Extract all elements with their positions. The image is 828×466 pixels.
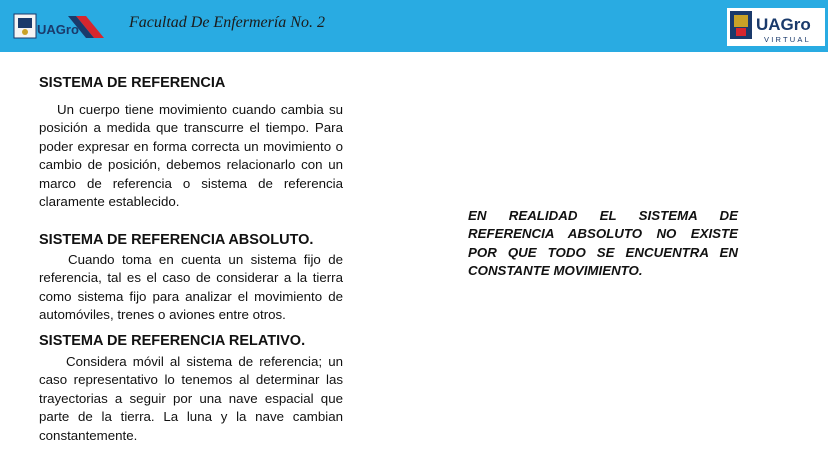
section-title-reference-system: SISTEMA DE REFERENCIA xyxy=(39,75,226,91)
university-logo-left xyxy=(4,8,108,44)
section-title-relative-system: SISTEMA DE REFERENCIA RELATIVO. xyxy=(39,333,306,349)
left-logo-text: UAGro xyxy=(37,22,79,37)
section-title-absolute-system: SISTEMA DE REFERENCIA ABSOLUTO. xyxy=(39,232,314,248)
paragraph-reference-system: Un cuerpo tiene movimiento cuando cambia su posición a medida que transcurre el tiempo. Para poder expresar en forma correcta un movimiento o cambio de posición, debemos relacionarlo con un marco de referencia o sistema de referencia claramente establecido. xyxy=(39,102,343,210)
callout-absolute-not-exist: EN REALIDAD EL SISTEMA DE REFERENCIA ABSOLUTO NO EXISTE POR QUE TODO SE ENCUENTRA EN CONSTANTE MOVIMIENTO. xyxy=(468,208,738,279)
right-logo-subtext: VIRTUAL xyxy=(764,35,811,44)
paragraph-absolute-system: Cuando toma en cuenta un sistema fijo de referencia, tal es el caso de considerar a la tierra como sistema fijo para analizar el movimiento de automóviles, trenes o aviones entre otros. xyxy=(39,252,343,323)
right-logo-text: UAGro xyxy=(756,15,811,34)
faculty-title: Facultad De Enfermería No. 2 xyxy=(129,14,325,31)
paragraph-relative-system: Considera móvil al sistema de referencia; un caso representativo lo tenemos al determinar las trayectorias a seguir por una nave espacial que parte de la tierra. La luna y la nave cambian constantemente. xyxy=(39,354,343,443)
uagro-virtual-logo xyxy=(727,8,825,46)
header-bar xyxy=(0,0,828,52)
